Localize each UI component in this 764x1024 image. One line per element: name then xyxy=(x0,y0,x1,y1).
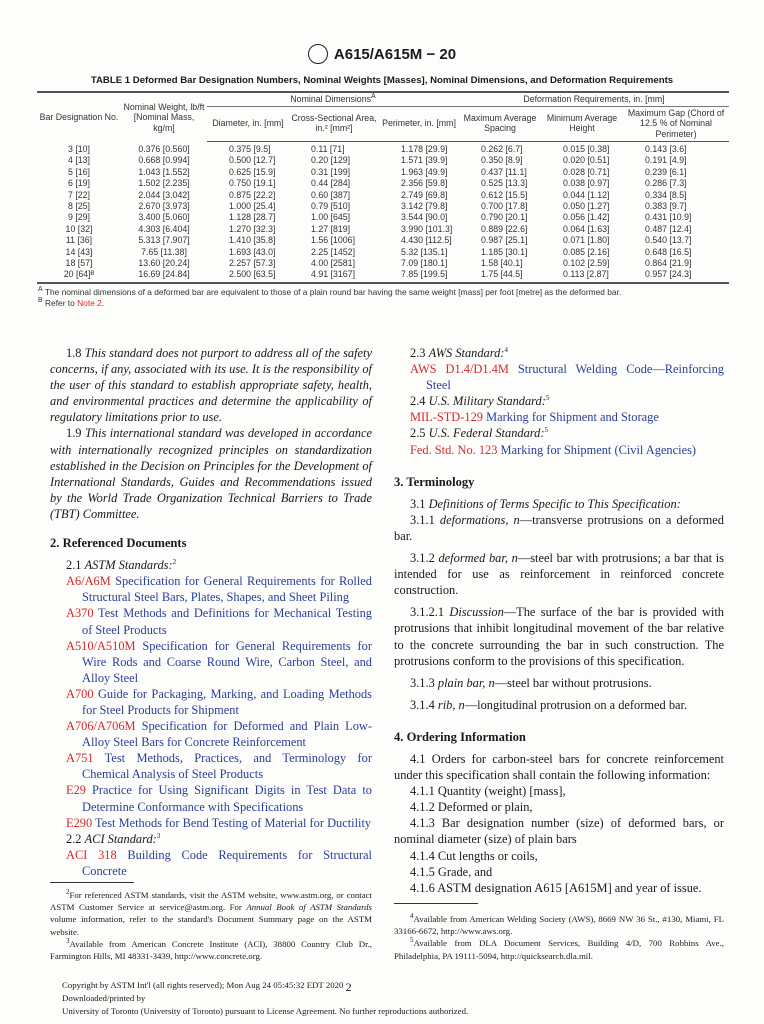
ordering-item: 4.1.4 Cut lengths or coils, xyxy=(410,848,538,863)
table-cell: 0.071 [1.80] xyxy=(563,235,610,246)
table-cell: 0.790 [20.1] xyxy=(481,212,528,223)
reference-code[interactable]: A751 xyxy=(66,751,94,766)
table-cell: 14 [43] xyxy=(65,246,93,257)
table-cell: 0.750 [19.1] xyxy=(229,178,276,189)
reference-code[interactable]: A370 xyxy=(66,606,94,621)
table-cell: 0.028 [0.71] xyxy=(563,166,610,177)
table-cell: 0.020 [0.51] xyxy=(563,155,610,166)
table-row xyxy=(37,224,729,235)
section-2-5: 2.5 U.S. Federal Standard:$^5$ xyxy=(410,426,548,441)
table-cell: 7.09 [180.1] xyxy=(401,258,448,269)
section-2-4: 2.4 U.S. Military Standard:$^5$ xyxy=(410,394,550,409)
table-cell: 0.864 [21.9] xyxy=(645,258,692,269)
table-cell: 7.85 [199.5] xyxy=(379,269,459,282)
reference-title[interactable]: Test Methods, Practices, and Terminology for Chemical Analysis of Steel Products xyxy=(82,751,372,782)
table-cell: 0.875 [22.2] xyxy=(229,189,276,200)
table-cell: 1.502 [2.235] xyxy=(138,178,190,189)
col-header: Perimeter, in. [mm] xyxy=(379,106,459,142)
table-cell: 0.20 [129] xyxy=(311,155,351,166)
table-cell: 4.430 [112.5] xyxy=(401,235,452,246)
table-cell: 0.79 [510] xyxy=(311,201,351,212)
table-cell: 5.32 [135.1] xyxy=(401,246,448,257)
table-cell: 4.00 [2581] xyxy=(311,258,356,269)
table-row xyxy=(37,190,729,201)
reference-title[interactable]: Test Methods and Definitions for Mechanical Testing of Steel Products xyxy=(82,606,372,637)
table-cell: 0.700 [17.8] xyxy=(481,201,528,212)
reference-title[interactable]: Specification for General Requirements for Rolled Structural Steel Bars, Plates, Shapes, and Sheet Piling xyxy=(82,574,372,605)
reference-mil-std[interactable]: MIL-STD-129 Marking for Shipment and Storage xyxy=(410,410,659,425)
ordering-item: 4.1.5 Grade, and xyxy=(410,864,493,879)
reference-title[interactable]: Guide for Packaging, Marking, and Loading Methods for Steel Products for Shipment xyxy=(82,686,372,717)
section-2-1: 2.1 ASTM Standards:$^2$ xyxy=(66,558,177,573)
table-cell: 1.75 [44.5] xyxy=(459,269,541,282)
reference-fed-std[interactable]: Fed. Std. No. 123 Marking for Shipment (Civil Agencies) xyxy=(410,442,697,457)
table-cell: 1.043 [1.552] xyxy=(138,166,190,177)
table-cell: 10 [32] xyxy=(65,223,93,234)
reference-aci-318[interactable]: ACI 318 Building Code Requirements for Structural Concrete xyxy=(66,847,372,878)
table-row xyxy=(37,142,729,156)
heading-ordering-information: 4. Ordering Information xyxy=(394,729,526,744)
ordering-item: 4.1.6 ASTM designation A615 [A615M] and year of issue. xyxy=(410,880,702,895)
reference-item[interactable] xyxy=(66,750,372,782)
table-cell: 4.303 [6.404] xyxy=(138,223,190,234)
group-header-dimensions: Nominal Dimensions$^A$ xyxy=(207,92,459,106)
reference-title[interactable]: Practice for Using Significant Digits in Test Data to Determine Conformance with Specifications xyxy=(82,783,372,814)
table-cell: 18 [57] xyxy=(65,258,93,269)
table-cell: 0.957 [24.3] xyxy=(623,269,729,282)
table-cell: 3.990 [101.3] xyxy=(401,223,453,234)
table-cell: 0.050 [1.27] xyxy=(563,201,610,212)
table-cell: 2.25 [1452] xyxy=(311,246,356,257)
table-cell: 1.000 [25.4] xyxy=(229,201,276,212)
table-cell: 0.350 [8.9] xyxy=(481,155,523,166)
table-cell: 1.128 [28.7] xyxy=(229,212,276,223)
table-cell: 2.500 [63.5] xyxy=(207,269,289,282)
table-row xyxy=(37,155,729,166)
table-cell: 1.00 [645] xyxy=(311,212,351,223)
astm-logo-icon xyxy=(308,44,328,64)
table-cell: 8 [25] xyxy=(67,201,90,212)
section-3-1-2: 3.1.2 deformed bar, n—steel bar with protrusions; a bar that is intended for use as reinforcement in reinforced concrete construction. xyxy=(394,551,724,598)
table-cell: 3 [10] xyxy=(67,143,90,154)
reference-code[interactable]: E290 xyxy=(66,815,93,830)
table-cell: 9 [29] xyxy=(67,212,90,223)
table-cell: 0.625 [15.9] xyxy=(229,166,276,177)
table-footnote-a: $^A$ The nominal dimensions of a deformed bar are equivalent to those of a plain round bar having the same weight [mass] per foot [metre] as the deformed bar. xyxy=(38,286,622,297)
table-cell: 0.376 [0.560] xyxy=(138,143,190,154)
section-3-1: 3.1 Definitions of Terms Specific to This Specification: xyxy=(410,496,681,511)
group-header-deformation: Deformation Requirements, in. [mm] xyxy=(459,92,729,106)
table-cell: 0.015 [0.38] xyxy=(563,144,610,154)
table-cell: 1.963 [49.9] xyxy=(401,166,448,177)
reference-title[interactable]: Specification for General Requirements for Wire Rods and Coarse Round Wire, Carbon Steel, and Alloy Steel xyxy=(82,638,372,685)
col-header: Diameter, in. [mm] xyxy=(207,106,289,142)
table-cell: 5 [16] xyxy=(67,166,90,177)
reference-aws[interactable]: AWS D1.4/D1.4M Structural Welding Code—Reinforcing Steel xyxy=(410,362,724,393)
table-cell: 0.102 [2.59] xyxy=(563,258,610,269)
table-cell: 0.31 [199] xyxy=(311,166,351,177)
table-cell: 2.044 [3.042] xyxy=(138,189,190,200)
ordering-item: 4.1.2 Deformed or plain, xyxy=(410,800,533,815)
section-3-1-1: 3.1.1 deformations, n—transverse protrusions on a deformed bar. xyxy=(394,512,724,543)
table-cell: 0.987 [25.1] xyxy=(481,235,528,246)
table-cell: 0.612 [15.5] xyxy=(481,189,528,200)
note-2-link[interactable]: Note 2 xyxy=(77,298,102,308)
table-cell: 0.431 [10.9] xyxy=(645,212,692,223)
table-cell: 3.142 [79.8] xyxy=(401,201,448,212)
footnote-5: $^5$Available from DLA Document Services, Building 4/D, 700 Robbins Ave., Philadelphia, PA 19111-5094, http://quicksearch.dla.mil. xyxy=(394,936,724,961)
table-cell: 1.270 [32.3] xyxy=(229,223,276,234)
table-cell: 3.544 [90.0] xyxy=(401,212,448,223)
table-cell: 0.500 [12.7] xyxy=(229,155,276,166)
table-row xyxy=(37,212,729,223)
heading-referenced-documents: 2. Referenced Documents xyxy=(50,536,187,551)
table-cell: 0.113 [2.87] xyxy=(541,269,623,282)
ordering-item: 4.1.3 Bar designation number (size) of deformed bars, or nominal diameter (size) of plain bars xyxy=(394,816,724,847)
table-cell: 1.185 [30.1] xyxy=(481,246,528,257)
table-cell: 0.056 [1.42] xyxy=(563,212,610,223)
table-cell: 1.693 [43.0] xyxy=(229,246,276,257)
table-cell: 7 [22] xyxy=(67,189,90,200)
footnotes-left xyxy=(50,889,372,962)
footnote-3: $^3$Available from American Concrete Institute (ACI), 38800 Country Club Dr., Farmington Hills, MI 48331-3439, http://www.concrete.org. xyxy=(50,936,372,962)
footnotes-right xyxy=(394,913,724,962)
col-header: Maximum Gap (Chord of 12.5 % of Nominal Perimeter) xyxy=(623,106,729,142)
reference-item[interactable] xyxy=(66,718,372,750)
table-cell: 1.27 [819] xyxy=(311,223,351,234)
right-column xyxy=(394,345,724,896)
table-cell: 0.044 [1.12] xyxy=(563,189,610,200)
table-cell: 7.65 [11.38] xyxy=(141,246,187,257)
footnote-2: $^2$For referenced ASTM standards, visit the ASTM website, www.astm.org, or contact ASTM Customer Service at service@astm.org. For Annual Book of ASTM Standards volume information, refer to the standard's Document Summary page on the ASTM website. xyxy=(50,888,372,937)
col-header: Maximum Average Spacing xyxy=(459,106,541,142)
footnote-divider-right xyxy=(394,903,478,904)
reference-code[interactable]: A510/A510M xyxy=(66,638,136,653)
table-cell: 2.749 [69.8] xyxy=(401,189,448,200)
table-cell: 4 [13] xyxy=(67,155,90,166)
reference-title[interactable]: Test Methods for Bend Testing of Material for Ductility xyxy=(95,815,372,830)
col-header: Cross-Sectional Area, in.² [mm²] xyxy=(289,106,379,142)
table-cell: 11 [36] xyxy=(65,235,93,246)
table-cell: 1.58 [40.1] xyxy=(481,258,523,269)
table-cell: 6 [19] xyxy=(67,178,90,189)
table-cell: 2.670 [3.973] xyxy=(138,201,190,212)
table-cell: 0.437 [11.1] xyxy=(481,166,527,177)
table-cell: 0.383 [9.7] xyxy=(645,201,687,212)
bar-designation-table xyxy=(37,91,729,284)
left-column xyxy=(50,345,372,879)
table-cell: 0.334 [8.5] xyxy=(645,189,687,200)
table-footnote-b: $^B$ Refer to Note 2. xyxy=(38,297,105,308)
table-cell: 0.487 [12.4] xyxy=(645,223,692,234)
reference-item[interactable] xyxy=(66,605,372,637)
reference-item[interactable] xyxy=(66,815,372,831)
table-cell: 1.410 [35.8] xyxy=(229,235,276,246)
reference-item[interactable] xyxy=(66,573,372,605)
table-cell: 16.69 [24.84] xyxy=(121,269,207,282)
page-number: 2 xyxy=(345,980,352,994)
table-cell: 0.064 [1.63] xyxy=(563,223,610,234)
reference-item[interactable] xyxy=(66,638,372,686)
table-cell: 20 [64]ᴮ xyxy=(37,269,121,282)
table-cell: 0.648 [16.5] xyxy=(645,246,692,257)
table-cell: 1.56 [1006] xyxy=(311,235,356,246)
table-cell: 0.11 [71] xyxy=(311,144,345,154)
section-3-1-2-1: 3.1.2.1 Discussion—The surface of the bar is provided with protrusions that inhibit longitudinal movement of the bar relative to the concrete surrounding the bar in such construction. The protrusions conform to the provisions of this specification. xyxy=(394,605,724,668)
table-row xyxy=(37,167,729,178)
section-2-2: 2.2 ACI Standard:$^3$ xyxy=(66,831,161,846)
table-cell: 0.668 [0.994] xyxy=(138,155,190,166)
reference-code[interactable]: E29 xyxy=(66,783,86,798)
section-1-8: 1.8 This standard does not purport to address all of the safety concerns, if any, associated with its use. It is the responsibility of the user of this standard to establish appropriate safety, health, and environmental practices and determine the applicability of regulatory limitations prior to use. xyxy=(50,346,372,425)
table-cell: 5.313 [7.907] xyxy=(138,235,190,246)
table-cell: 0.191 [4.9] xyxy=(645,155,687,166)
document-header xyxy=(0,44,764,64)
col-header: Minimum Average Height xyxy=(541,106,623,142)
table-cell: 0.375 [9.5] xyxy=(229,144,271,154)
footnote-divider-left xyxy=(50,882,134,883)
section-3-1-3: 3.1.3 plain bar, n—steel bar without protrusions. xyxy=(410,675,652,690)
table-cell: 2.356 [59.8] xyxy=(401,178,448,189)
reference-item[interactable] xyxy=(66,782,372,814)
table-cell: 0.525 [13.3] xyxy=(481,178,528,189)
table-cell: 0.286 [7.3] xyxy=(645,178,687,189)
table-cell: 0.889 [22.6] xyxy=(481,223,528,234)
table-cell: 0.60 [387] xyxy=(311,189,351,200)
table-row xyxy=(37,258,729,269)
section-4-1: 4.1 Orders for carbon-steel bars for concrete reinforcement under this specification shall contain the following information: xyxy=(394,751,724,783)
reference-code[interactable]: A706/A706M xyxy=(66,719,136,734)
table-cell: 1.571 [39.9] xyxy=(401,155,448,166)
table-caption: TABLE 1 Deformed Bar Designation Numbers, Nominal Weights [Masses], Nominal Dimensions, and Deformation Requirements xyxy=(90,75,674,86)
section-2-3: 2.3 AWS Standard:$^4$ xyxy=(410,345,508,360)
section-1-9: 1.9 This international standard was developed in accordance with internationally recognized principles on standardization established in the Decision on Principles for the Development of International Standards, Guides and Recommendations issued by the World Trade Organization Technical Barriers to Trade (TBT) Committee. xyxy=(50,426,372,521)
table-cell: 4.91 [3167] xyxy=(289,269,379,282)
table-cell: 13.60 [20.24] xyxy=(138,258,190,269)
footnote-4: $^4$Available from American Welding Society (AWS), 8669 NW 36 St., #130, Miami, FL 33166-6672, http://www.aws.org. xyxy=(394,912,724,937)
table-row xyxy=(37,269,729,282)
table-row xyxy=(37,247,729,258)
license-line: University of Toronto (University of Toronto) pursuant to License Agreement. No further reproductions authorized. xyxy=(62,1006,469,1016)
table-cell: 0.038 [0.97] xyxy=(563,178,610,189)
heading-terminology: 3. Terminology xyxy=(394,474,475,489)
table-cell: 0.085 [2.16] xyxy=(563,246,610,257)
reference-code[interactable]: A6/A6M xyxy=(66,574,111,589)
reference-code[interactable]: A700 xyxy=(66,686,94,701)
table-row xyxy=(37,235,729,246)
copyright-line: Copyright by ASTM Int'l (all rights reserved); Mon Aug 24 05:45:32 EDT 2020 2 xyxy=(62,980,352,994)
table-cell: 1.178 [29.9] xyxy=(401,144,448,154)
reference-title[interactable]: Specification for Deformed and Plain Low-Alloy Steel Bars for Concrete Reinforcement xyxy=(82,719,372,750)
col-header: Bar Designation No. xyxy=(37,92,121,142)
section-3-1-4: 3.1.4 rib, n—longitudinal protrusion on a deformed bar. xyxy=(410,697,688,712)
table-cell: 0.239 [6.1] xyxy=(645,166,687,177)
ordering-item: 4.1.1 Quantity (weight) [mass], xyxy=(410,784,566,799)
reference-item[interactable] xyxy=(66,686,372,718)
table-cell: 0.44 [284] xyxy=(311,178,351,189)
document-title: A615/A615M − 20 xyxy=(333,45,457,63)
table-cell: 0.262 [6.7] xyxy=(481,144,523,154)
table-row xyxy=(37,201,729,212)
table-cell: 0.143 [3.6] xyxy=(645,144,687,154)
col-header: Nominal Weight, lb/ft [Nominal Mass, kg/m] xyxy=(121,92,207,142)
table-cell: 2.257 [57.3] xyxy=(229,258,276,269)
table-cell: 0.540 [13.7] xyxy=(645,235,692,246)
table-row xyxy=(37,178,729,189)
table-cell: 3.400 [5.060] xyxy=(138,212,190,223)
downloaded-line: Downloaded/printed by xyxy=(62,993,146,1003)
